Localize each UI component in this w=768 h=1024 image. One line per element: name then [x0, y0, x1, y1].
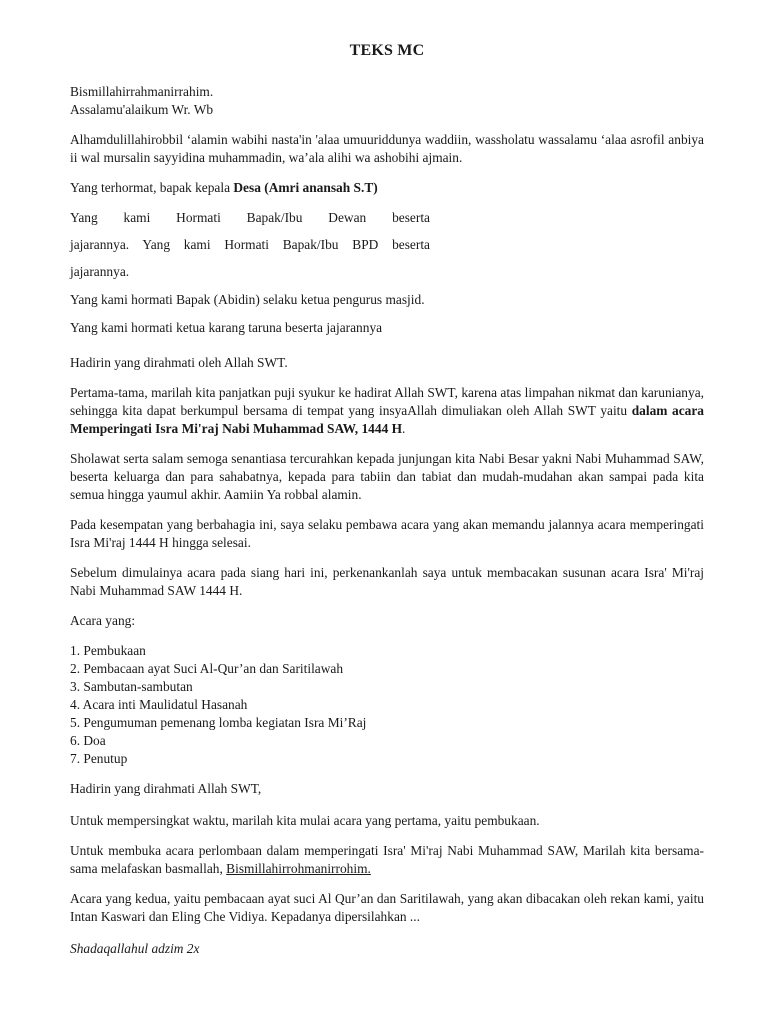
greeting-kepala-desa-text: Yang terhormat, bapak kepala — [70, 180, 234, 195]
agenda-item: 1. Pembukaan — [70, 643, 146, 658]
greeting-dewan-line3: jajarannya. — [70, 264, 130, 279]
paragraph-kesempatan: Pada kesempatan yang berbahagia ini, saya selaku pembawa acara yang akan memandu jalannya acara memperingati Isra Mi'raj 1444 H hingga selesai. — [70, 517, 704, 550]
greeting-ketua-masjid: Yang kami hormati Bapak (Abidin) selaku ketua pengurus masjid. — [70, 292, 425, 307]
greeting-dewan-line2: jajarannya. Yang kami Hormati Bapak/Ibu BPD beserta — [70, 237, 430, 252]
event-name: dalam acara Memperingati Isra Mi'raj Nabi Muhammad SAW, 1444 H — [70, 403, 704, 436]
paragraph-acara-kedua: Acara yang kedua, yaitu pembacaan ayat suci Al Qur’an dan Saritilawah, yang akan dibacakan oleh rekan kami, yaitu Intan Kaswari dan Eling Che Vidiya. Kepadanya dipersilahkan ... — [70, 891, 704, 924]
agenda-item: 3. Sambutan-sambutan — [70, 679, 193, 694]
hadirin-greeting-1: Hadirin yang dirahmati oleh Allah SWT. — [70, 355, 288, 370]
paragraph-pembukaan: Untuk mempersingkat waktu, marilah kita mulai acara yang pertama, yaitu pembukaan. — [70, 813, 540, 828]
paragraph-sholawat: Sholawat serta salam semoga senantiasa tercurahkan kepada junjungan kita Nabi Besar yakni Nabi Muhammad SAW, beserta keluarga dan para sahabatnya, kepada para tabiin dan tabiat dan mudah-mudahan akan sampai pada kita semua hingga yaumul akhir. Aamiin Ya robbal alamin. — [70, 451, 704, 502]
agenda-item: 6. Doa — [70, 733, 106, 748]
paragraph-basmallah — [70, 842, 704, 878]
paragraph-pertama-tama-end: . — [402, 421, 406, 436]
basmallah-underlined: Bismillahirrohmanirrohim. — [226, 861, 371, 876]
hamdalah-paragraph: Alhamdulillahirobbil ‘alamin wabihi nasta'in 'alaa umuuriddunya waddiin, wassholatu wassalamu ‘alaa asrofil anbiya ii wal mursalin sayyidina muhammadin, wa’ala alihi wa ashobihi ajmain. — [70, 132, 704, 165]
paragraph-pertama-tama-text: Pertama-tama, marilah kita panjatkan puji syukur ke hadirat Allah SWT, karena atas limpahan nikmat dan karunianya, sehingga kita dapat berkumpul bersama di tempat yang insyaAllah dimuliakan oleh Allah SWT yaitu — [70, 385, 704, 418]
agenda-item: 7. Penutup — [70, 751, 128, 766]
paragraph-basmallah-text: Untuk membuka acara perlombaan dalam memperingati Isra' Mi'raj Nabi Muhammad SAW, Marilah kita bersama-sama melafaskan basmallah, — [70, 843, 704, 876]
agenda-item: 5. Pengumuman pemenang lomba kegiatan Isra Mi’Raj — [70, 715, 367, 730]
greeting-dewan-line1: Yang kami Hormati Bapak/Ibu Dewan beserta — [70, 210, 430, 225]
closing-line — [70, 940, 704, 958]
agenda-item: 4. Acara inti Maulidatul Hasanah — [70, 697, 248, 712]
kepala-desa-name: Desa (Amri anansah S.T) — [233, 180, 378, 195]
opening-bismillah: Bismillahirrahmanirrahim. — [70, 84, 214, 99]
greeting-karang-taruna: Yang kami hormati ketua karang taruna beserta jajarannya — [70, 320, 383, 335]
agenda-item: 2. Pembacaan ayat Suci Al-Qur’an dan Saritilawah — [70, 661, 344, 676]
greeting-kepala-desa — [70, 179, 704, 197]
opening-salam: Assalamu'alaikum Wr. Wb — [70, 102, 214, 117]
document-title: TEKS MC — [349, 42, 425, 59]
agenda-list — [70, 642, 704, 768]
agenda-label: Acara yang: — [70, 613, 136, 628]
paragraph-susunan-acara: Sebelum dimulainya acara pada siang hari ini, perkenankanlah saya untuk membacakan susunan acara Isra' Mi'raj Nabi Muhammad SAW 1444 H. — [70, 565, 704, 598]
paragraph-pertama-tama — [70, 384, 704, 438]
closing-italic: Shadaqallahul adzim 2x — [70, 941, 200, 956]
hadirin-greeting-2: Hadirin yang dirahmati Allah SWT, — [70, 781, 262, 796]
